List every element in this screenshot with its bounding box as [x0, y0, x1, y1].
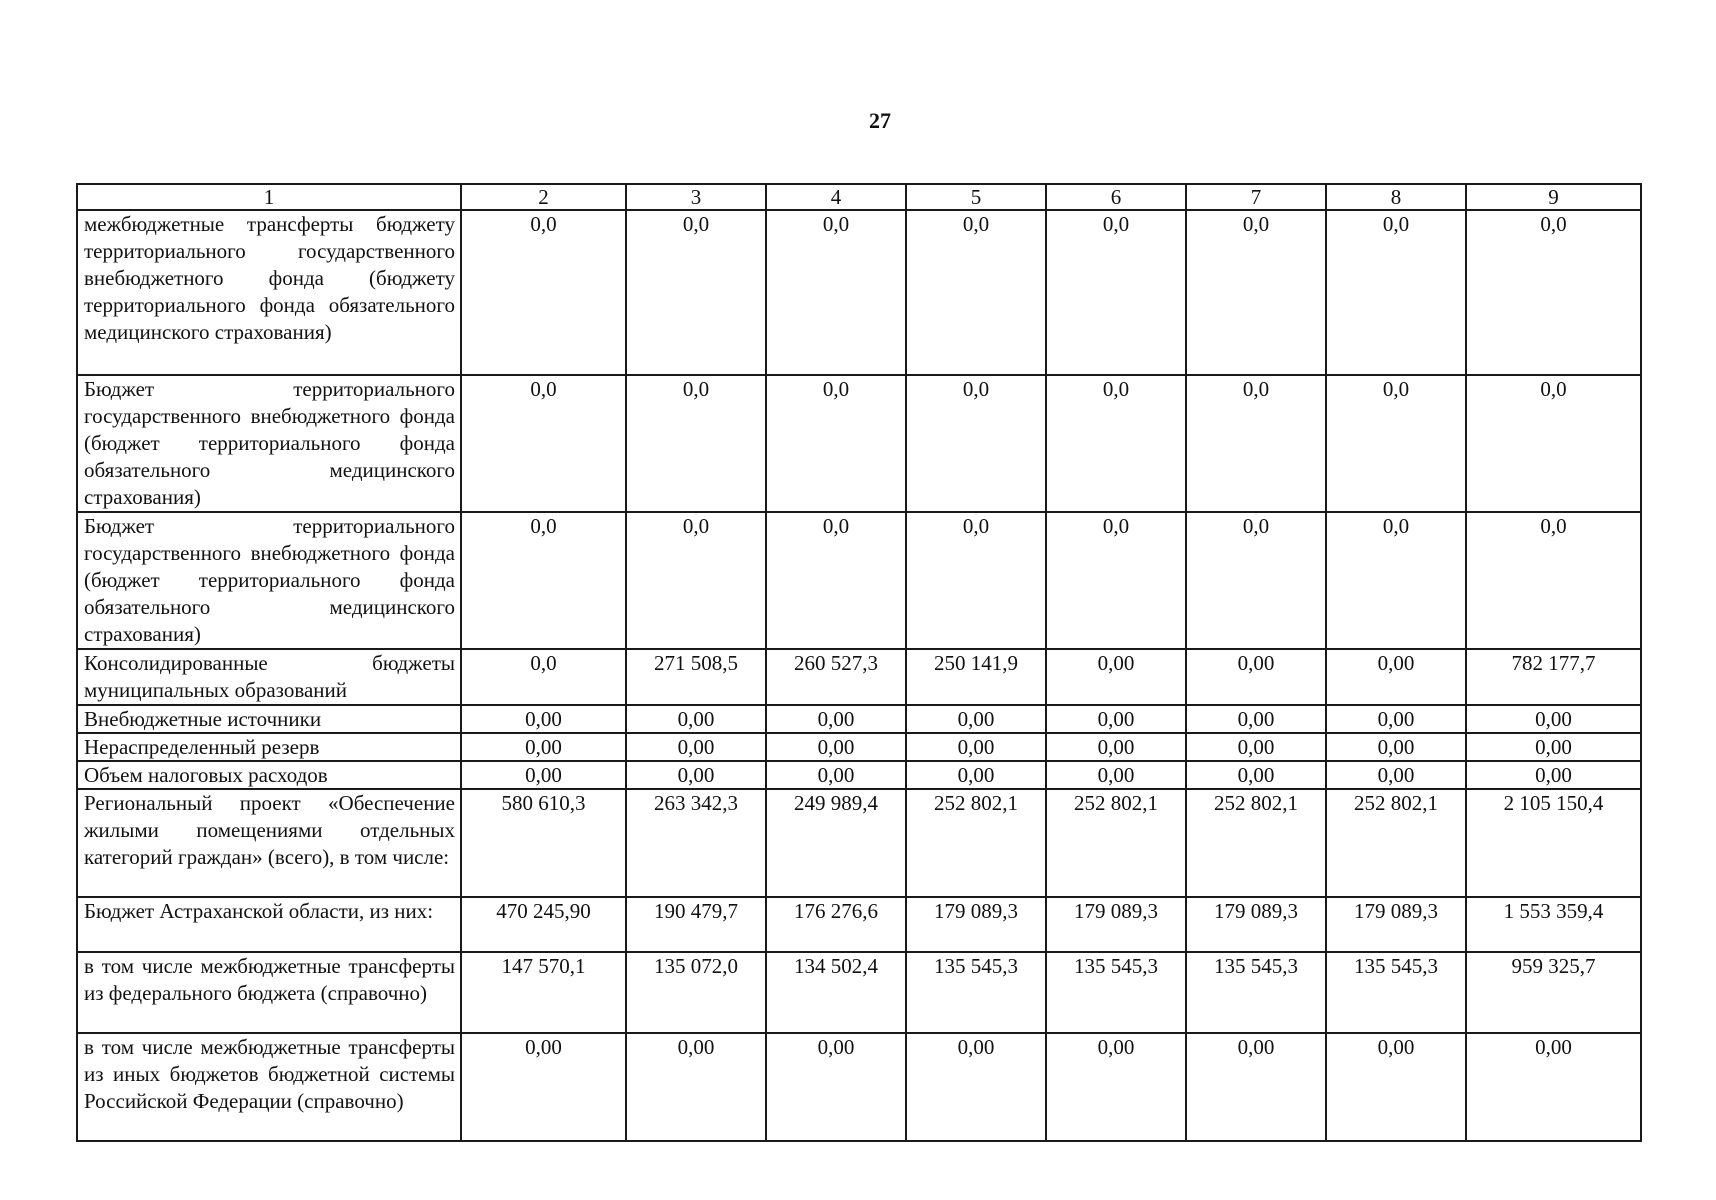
value-cell: 0,00	[1046, 649, 1186, 705]
value-cell: 959 325,7	[1466, 952, 1641, 1033]
value-cell: 0,0	[626, 375, 766, 512]
value-cell: 0,00	[1046, 705, 1186, 733]
value-cell: 0,00	[1326, 649, 1466, 705]
value-cell: 0,0	[461, 375, 626, 512]
value-cell: 252 802,1	[1326, 789, 1466, 897]
value-cell: 0,0	[461, 210, 626, 375]
value-cell: 0,00	[461, 1033, 626, 1141]
table-row	[77, 1033, 1641, 1141]
value-cell: 470 245,90	[461, 897, 626, 952]
row-label: Консолидированные бюджеты муниципальных образований	[77, 649, 461, 705]
value-cell: 135 545,3	[906, 952, 1046, 1033]
value-cell: 0,00	[906, 733, 1046, 761]
row-label: в том числе межбюджетные трансферты из иных бюджетов бюджетной системы Российской Федерации (справочно)	[77, 1033, 461, 1141]
value-cell: 0,0	[1326, 512, 1466, 649]
value-cell: 0,00	[766, 1033, 906, 1141]
value-cell: 0,00	[1326, 733, 1466, 761]
value-cell: 0,00	[626, 705, 766, 733]
table-row	[77, 705, 1641, 733]
table-row	[77, 649, 1641, 705]
value-cell: 190 479,7	[626, 897, 766, 952]
row-label: в том числе межбюджетные трансферты из федерального бюджета (справочно)	[77, 952, 461, 1033]
value-cell: 0,00	[1186, 649, 1326, 705]
column-number: 8	[1326, 184, 1466, 210]
value-cell: 0,0	[461, 649, 626, 705]
value-cell: 0,0	[906, 210, 1046, 375]
value-cell: 0,00	[1186, 705, 1326, 733]
table-row	[77, 952, 1641, 1033]
value-cell: 0,00	[1326, 761, 1466, 789]
table-row	[77, 512, 1641, 649]
table-row	[77, 733, 1641, 761]
column-number: 2	[461, 184, 626, 210]
value-cell: 134 502,4	[766, 952, 906, 1033]
value-cell: 250 141,9	[906, 649, 1046, 705]
value-cell: 135 545,3	[1326, 952, 1466, 1033]
row-label: Бюджет территориального государственного внебюджетного фонда (бюджет территориального фонда обязательного медицинского страхования)	[77, 512, 461, 649]
value-cell: 0,00	[1046, 1033, 1186, 1141]
value-cell: 147 570,1	[461, 952, 626, 1033]
table-row	[77, 210, 1641, 375]
value-cell: 179 089,3	[1046, 897, 1186, 952]
value-cell: 271 508,5	[626, 649, 766, 705]
value-cell: 0,0	[1046, 375, 1186, 512]
budget-table	[76, 183, 1642, 1142]
value-cell: 0,0	[1046, 512, 1186, 649]
value-cell: 0,00	[1046, 761, 1186, 789]
value-cell: 176 276,6	[766, 897, 906, 952]
column-number: 4	[766, 184, 906, 210]
column-number: 6	[1046, 184, 1186, 210]
value-cell: 263 342,3	[626, 789, 766, 897]
value-cell: 0,00	[1046, 733, 1186, 761]
value-cell: 0,00	[1186, 761, 1326, 789]
value-cell: 1 553 359,4	[1466, 897, 1641, 952]
column-number: 9	[1466, 184, 1641, 210]
value-cell: 580 610,3	[461, 789, 626, 897]
value-cell: 0,00	[1466, 1033, 1641, 1141]
value-cell: 0,00	[1326, 705, 1466, 733]
value-cell: 0,0	[626, 512, 766, 649]
row-label: Региональный проект «Обеспечение жилыми помещениями отдельных категорий граждан» (всего), в том числе:	[77, 789, 461, 897]
value-cell: 0,00	[906, 1033, 1046, 1141]
value-cell: 0,00	[626, 761, 766, 789]
value-cell: 0,0	[1186, 210, 1326, 375]
value-cell: 0,00	[626, 733, 766, 761]
value-cell: 0,0	[766, 375, 906, 512]
value-cell: 0,00	[1466, 761, 1641, 789]
row-label: межбюджетные трансферты бюджету территориального государственного внебюджетного фонда (бюджету территориального фонда обязательного медицинского страхования)	[77, 210, 461, 375]
value-cell: 0,0	[766, 512, 906, 649]
row-label: Внебюджетные источники	[77, 705, 461, 733]
value-cell: 0,0	[1466, 375, 1641, 512]
value-cell: 135 072,0	[626, 952, 766, 1033]
value-cell: 0,0	[1466, 512, 1641, 649]
value-cell: 2 105 150,4	[1466, 789, 1641, 897]
column-number: 7	[1186, 184, 1326, 210]
value-cell: 252 802,1	[1186, 789, 1326, 897]
value-cell: 252 802,1	[1046, 789, 1186, 897]
value-cell: 179 089,3	[906, 897, 1046, 952]
value-cell: 249 989,4	[766, 789, 906, 897]
value-cell: 0,0	[1466, 210, 1641, 375]
value-cell: 0,00	[1326, 1033, 1466, 1141]
value-cell: 0,00	[1186, 733, 1326, 761]
value-cell: 0,0	[461, 512, 626, 649]
value-cell: 0,00	[461, 761, 626, 789]
value-cell: 135 545,3	[1046, 952, 1186, 1033]
value-cell: 0,0	[766, 210, 906, 375]
value-cell: 179 089,3	[1186, 897, 1326, 952]
value-cell: 0,0	[906, 512, 1046, 649]
value-cell: 0,00	[766, 705, 906, 733]
value-cell: 0,00	[906, 761, 1046, 789]
value-cell: 135 545,3	[1186, 952, 1326, 1033]
value-cell: 0,0	[1046, 210, 1186, 375]
table-row	[77, 897, 1641, 952]
column-number: 1	[77, 184, 461, 210]
value-cell: 0,0	[1186, 512, 1326, 649]
table-row	[77, 375, 1641, 512]
column-number-row	[77, 184, 1641, 210]
value-cell: 252 802,1	[906, 789, 1046, 897]
value-cell: 0,00	[766, 733, 906, 761]
value-cell: 0,00	[1186, 1033, 1326, 1141]
value-cell: 0,00	[906, 705, 1046, 733]
value-cell: 260 527,3	[766, 649, 906, 705]
table-row	[77, 789, 1641, 897]
value-cell: 0,00	[626, 1033, 766, 1141]
value-cell: 0,0	[1186, 375, 1326, 512]
table-row	[77, 761, 1641, 789]
row-label: Бюджет Астраханской области, из них:	[77, 897, 461, 952]
value-cell: 179 089,3	[1326, 897, 1466, 952]
value-cell: 0,0	[1326, 210, 1466, 375]
column-number: 3	[626, 184, 766, 210]
value-cell: 0,00	[1466, 733, 1641, 761]
value-cell: 782 177,7	[1466, 649, 1641, 705]
row-label: Нераспределенный резерв	[77, 733, 461, 761]
value-cell: 0,00	[461, 705, 626, 733]
column-number: 5	[906, 184, 1046, 210]
value-cell: 0,00	[766, 761, 906, 789]
value-cell: 0,00	[461, 733, 626, 761]
page-number: 27	[869, 108, 891, 133]
value-cell: 0,0	[626, 210, 766, 375]
value-cell: 0,0	[906, 375, 1046, 512]
value-cell: 0,00	[1466, 705, 1641, 733]
row-label: Объем налоговых расходов	[77, 761, 461, 789]
value-cell: 0,0	[1326, 375, 1466, 512]
row-label: Бюджет территориального государственного внебюджетного фонда (бюджет территориального фонда обязательного медицинского страхования)	[77, 375, 461, 512]
